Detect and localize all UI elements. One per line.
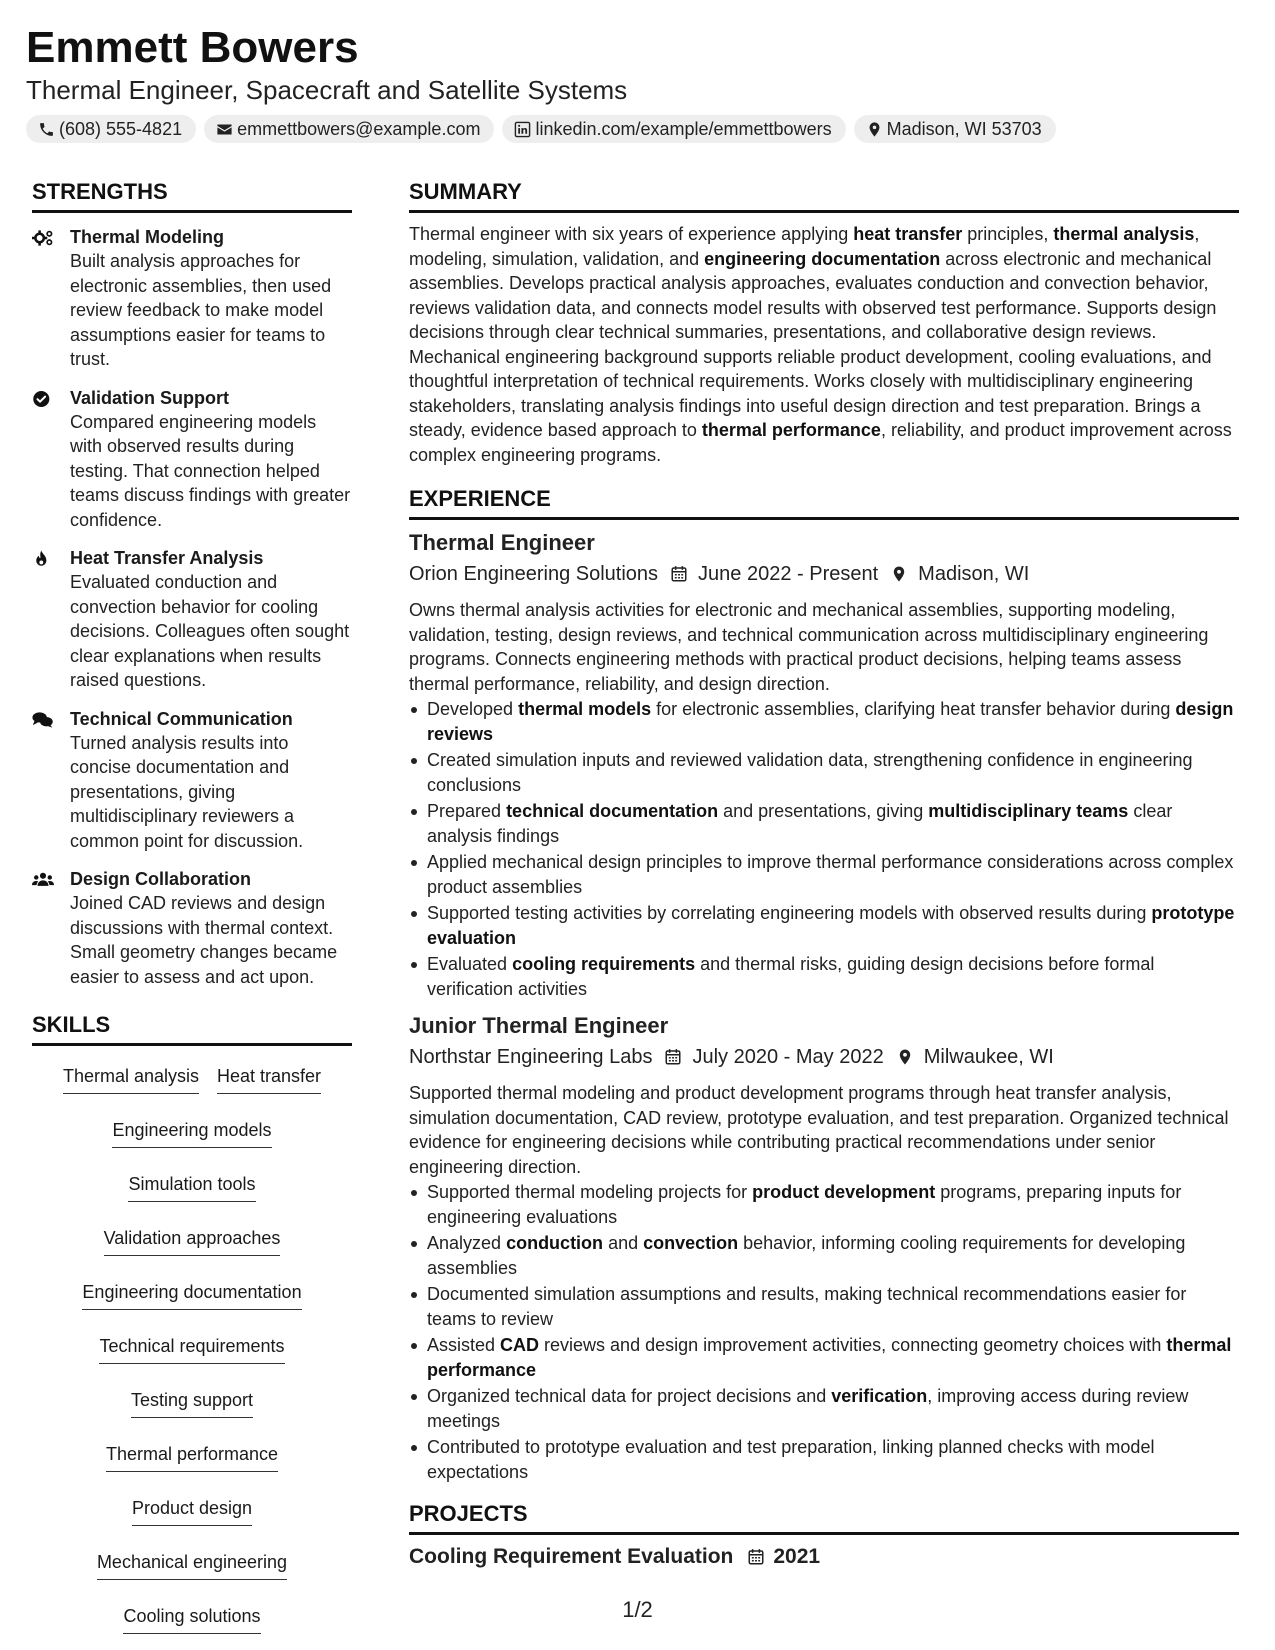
company-name: Orion Engineering Solutions <box>409 563 659 585</box>
job-entry <box>409 1011 1239 1484</box>
bullet-item: Analyzed conduction and convection behavior, informing cooling requirements for developing assemblies <box>409 1231 1239 1280</box>
flame-icon <box>32 549 54 569</box>
candidate-title: Thermal Engineer, Spacecraft and Satellite Systems <box>26 75 628 105</box>
bullet-item: Prepared technical documentation and presentations, giving multidisciplinary teams clear analysis findings <box>409 799 1239 848</box>
project-name: Cooling Requirement Evaluation <box>409 1545 734 1568</box>
strengths-list <box>32 225 352 989</box>
projects-heading: PROJECTS <box>409 1500 1239 1535</box>
strength-title: Design Collaboration <box>70 869 252 889</box>
skill-tag: Engineering documentation <box>82 1280 301 1310</box>
email-text: emmettbowers@example.com <box>237 118 481 139</box>
summary-heading: SUMMARY <box>409 178 1239 213</box>
job-dates: July 2020 - May 2022 <box>692 1046 884 1068</box>
contact-bar <box>26 115 1256 143</box>
job-title: Junior Thermal Engineer <box>409 1013 669 1038</box>
skill-tag: Engineering models <box>112 1118 271 1148</box>
strength-title: Heat Transfer Analysis <box>70 548 264 568</box>
job-entry <box>409 528 1239 1001</box>
contact-location[interactable] <box>854 115 1056 143</box>
bullet-item: Documented simulation assumptions and results, making technical recommendations easier for teams to review <box>409 1282 1239 1331</box>
job-meta <box>409 559 1239 589</box>
strength-item <box>32 225 352 372</box>
strengths-heading: STRENGTHS <box>32 178 352 213</box>
left-column <box>32 178 352 1634</box>
project-year: 2021 <box>773 1545 821 1568</box>
right-column <box>409 178 1239 1572</box>
bullet-item: Applied mechanical design principles to improve thermal performance considerations across complex product assemblies <box>409 850 1239 899</box>
strength-item <box>32 707 352 854</box>
job-location: Madison, WI <box>918 563 1030 585</box>
strength-desc: Compared engineering models with observed results during testing. That connection helped teams discuss findings with greater confidence. <box>70 411 351 530</box>
job-bullets <box>409 697 1239 1001</box>
map-pin-icon <box>890 565 908 583</box>
project-entry <box>409 1542 1239 1572</box>
bullet-item: Supported thermal modeling projects for product development programs, preparing inputs for engineering evaluations <box>409 1180 1239 1229</box>
bullet-item: Created simulation inputs and reviewed validation data, strengthening confidence in engineering conclusions <box>409 748 1239 797</box>
strength-title: Technical Communication <box>70 708 293 729</box>
strength-desc: Built analysis approaches for electronic assemblies, then used review feedback to make model assumptions easier for teams to trust. <box>70 251 332 369</box>
job-description: Owns thermal analysis activities for electronic and mechanical assemblies, supporting modeling, validation, testing, design reviews, and technical communication across multidisciplinary engineering programs. Connects engineering methods with practical product decisions, helping teams assess thermal performance, reliability, and design direction. <box>409 600 1209 694</box>
skills-list <box>32 1064 352 1634</box>
check-circle-icon <box>32 389 54 409</box>
phone-icon <box>38 121 55 138</box>
bullet-item: Contributed to prototype evaluation and test preparation, linking planned checks with model expectations <box>409 1435 1239 1484</box>
contact-phone[interactable] <box>26 115 196 143</box>
company-name: Northstar Engineering Labs <box>409 1046 653 1068</box>
envelope-icon <box>216 121 233 138</box>
bullet-item: Assisted CAD reviews and design improvement activities, connecting geometry choices with thermal performance <box>409 1333 1239 1382</box>
job-description: Supported thermal modeling and product development programs through heat transfer analysis, simulation documentation, CAD review, prototype evaluation, and test preparation. Organized technical evidence for engineering decisions while contributing practical recommendations under senior engineering direction. <box>409 1083 1229 1177</box>
skill-tag: Testing support <box>131 1388 253 1418</box>
calendar-icon <box>664 1048 682 1066</box>
strength-title: Thermal Modeling <box>70 227 225 247</box>
job-dates: June 2022 - Present <box>698 563 879 585</box>
bullet-item: Organized technical data for project decisions and verification, improving access during review meetings <box>409 1384 1239 1433</box>
skill-tag: Validation approaches <box>104 1226 281 1256</box>
strength-item <box>32 546 352 693</box>
map-pin-icon <box>896 1048 914 1066</box>
experience-heading: EXPERIENCE <box>409 485 1239 520</box>
job-location: Milwaukee, WI <box>923 1046 1054 1068</box>
skill-tag: Simulation tools <box>128 1172 255 1202</box>
users-icon <box>32 870 54 890</box>
strength-item <box>32 386 352 533</box>
strength-title: Validation Support <box>70 387 230 408</box>
strength-desc: Evaluated conduction and convection behavior for cooling decisions. Colleagues often sought clear explanations when results raised questions. <box>70 572 350 690</box>
job-title: Thermal Engineer <box>409 530 595 555</box>
job-bullets <box>409 1180 1239 1484</box>
summary-text: Thermal engineer with six years of experience applying heat transfer principles, thermal analysis, modeling, simulation, validation, and engineering documentation across electronic and mechanical assemblies. Develops practical analysis approaches, evaluates conduction and convection behavior, reviews validation data, and connects model results with observed test performance. Supports design decisions through clear technical summaries, presentations, and collaborative design reviews. Mechanical engineering background supports reliable product development, cooling evaluations, and thoughtful interpretation of technical requirements. Works closely with multidisciplinary engineering stakeholders, translating analysis findings into useful design direction and test preparation. Brings a steady, evidence based approach to thermal performance, reliability, and product improvement across complex engineering programs. <box>409 224 1232 465</box>
calendar-icon <box>670 565 688 583</box>
calendar-icon <box>747 1548 765 1566</box>
page-number: 1/2 <box>622 1597 653 1622</box>
comments-icon <box>32 710 54 730</box>
skill-tag: Technical requirements <box>99 1334 284 1364</box>
gears-icon <box>32 228 54 248</box>
skill-tag: Mechanical engineering <box>97 1550 287 1580</box>
skills-heading: SKILLS <box>32 1011 352 1046</box>
strength-desc: Joined CAD reviews and design discussions with thermal context. Small geometry changes became easier to assess and act upon. <box>70 893 338 987</box>
bullet-item: Developed thermal models for electronic assemblies, clarifying heat transfer behavior during design reviews <box>409 697 1239 746</box>
linkedin-text: linkedin.com/example/emmettbowers <box>535 118 832 139</box>
skill-tag: Thermal analysis <box>63 1064 199 1094</box>
skill-tag: Thermal performance <box>106 1442 278 1472</box>
contact-linkedin[interactable] <box>502 115 845 143</box>
skill-tag: Product design <box>132 1496 252 1526</box>
job-meta <box>409 1042 1239 1072</box>
candidate-name: Emmett Bowers <box>26 23 359 72</box>
map-pin-icon <box>866 121 883 138</box>
phone-text: (608) 555-4821 <box>59 118 183 139</box>
resume-header <box>26 22 1256 143</box>
skill-tag: Cooling solutions <box>123 1604 260 1634</box>
strength-item <box>32 867 352 989</box>
location-text: Madison, WI 53703 <box>886 118 1042 139</box>
contact-email[interactable] <box>204 115 494 143</box>
skill-tag: Heat transfer <box>217 1064 321 1094</box>
strength-desc: Turned analysis results into concise documentation and presentations, giving multidisciplinary reviewers a common point for discussion. <box>70 732 304 851</box>
linkedin-icon <box>514 121 531 138</box>
bullet-item: Supported testing activities by correlating engineering models with observed results during prototype evaluation <box>409 901 1239 950</box>
bullet-item: Evaluated cooling requirements and thermal risks, guiding design decisions before formal verification activities <box>409 952 1239 1001</box>
